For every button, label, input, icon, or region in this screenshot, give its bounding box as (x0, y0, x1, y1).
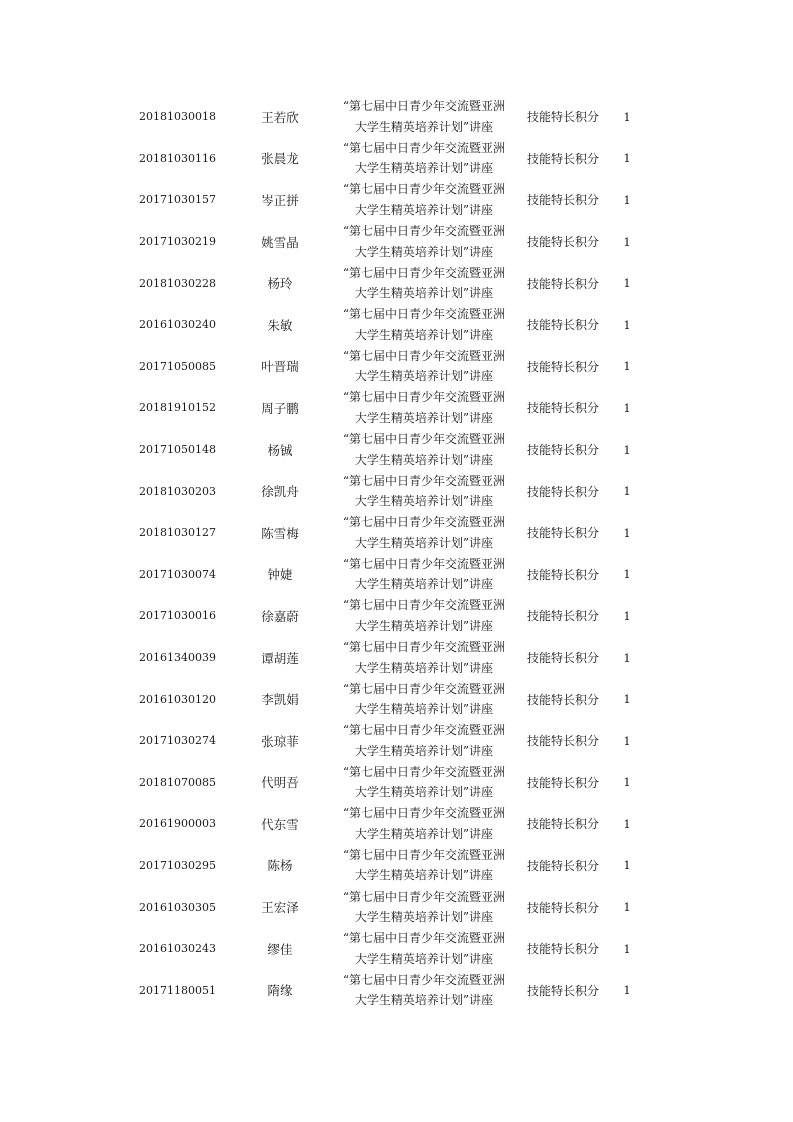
event-line-1: “第七届中日青少年交流暨亚洲 (342, 307, 506, 322)
event-cell (330, 928, 518, 970)
credit-type-cell: 技能特长积分 (526, 526, 599, 541)
credit-type-cell: 技能特长积分 (526, 151, 599, 166)
event-line-2: 大学生精英培养计划”讲座 (354, 826, 494, 841)
credit-type-cell: 技能特长积分 (526, 942, 599, 957)
table-row (0, 304, 793, 346)
student-id-cell: 20171180051 (139, 983, 216, 997)
table-row (0, 969, 793, 1011)
student-name-cell: 陈杨 (267, 858, 293, 874)
event-cell (330, 595, 518, 637)
event-line-2: 大学生精英培养计划”讲座 (354, 494, 494, 509)
student-id-cell: 20161900003 (139, 817, 216, 831)
event-line-2: 大学生精英培养计划”讲座 (354, 951, 494, 966)
student-id-cell: 20171030274 (139, 734, 216, 748)
event-line-1: “第七届中日青少年交流暨亚洲 (342, 556, 506, 571)
credit-type-cell: 技能特长积分 (526, 401, 599, 416)
event-line-1: “第七届中日青少年交流暨亚洲 (342, 140, 506, 155)
event-line-2: 大学生精英培养计划”讲座 (354, 410, 494, 425)
student-name-cell: 王若欣 (261, 109, 299, 125)
event-line-2: 大学生精英培养计划”讲座 (354, 743, 494, 758)
event-line-2: 大学生精英培养计划”讲座 (354, 785, 494, 800)
student-id-cell: 20171050085 (139, 359, 216, 373)
score-cell: 1 (623, 816, 631, 831)
event-line-1: “第七届中日青少年交流暨亚洲 (342, 723, 506, 738)
score-cell: 1 (623, 733, 631, 748)
score-cell: 1 (623, 484, 631, 499)
event-line-1: “第七届中日青少年交流暨亚洲 (342, 515, 506, 530)
event-cell (330, 637, 518, 679)
credit-type-cell: 技能特长积分 (526, 983, 599, 998)
event-line-1: “第七届中日青少年交流暨亚洲 (342, 99, 506, 114)
student-id-cell: 20161030120 (139, 692, 216, 706)
event-cell (330, 387, 518, 429)
event-line-1: “第七届中日青少年交流暨亚洲 (342, 681, 506, 696)
score-cell: 1 (623, 983, 631, 998)
table-row (0, 346, 793, 388)
student-name-cell: 杨玲 (267, 276, 293, 292)
score-cell: 1 (623, 400, 631, 415)
score-cell: 1 (623, 900, 631, 915)
credit-type-cell: 技能特长积分 (526, 900, 599, 915)
score-cell: 1 (623, 109, 631, 124)
table-row (0, 678, 793, 720)
event-line-1: “第七届中日青少年交流暨亚洲 (342, 348, 506, 363)
table-row (0, 96, 793, 138)
table-row (0, 637, 793, 679)
event-line-1: “第七届中日青少年交流暨亚洲 (342, 931, 506, 946)
table-row (0, 803, 793, 845)
event-line-2: 大学生精英培养计划”讲座 (354, 910, 494, 925)
student-name-cell: 朱敏 (267, 317, 293, 333)
student-name-cell: 陈雪梅 (261, 525, 299, 541)
event-line-2: 大学生精英培养计划”讲座 (354, 202, 494, 217)
student-name-cell: 缪佳 (267, 941, 293, 957)
student-id-cell: 20171030016 (139, 609, 216, 623)
student-name-cell: 隋缘 (267, 983, 293, 999)
credit-type-cell: 技能特长积分 (526, 318, 599, 333)
credit-type-cell: 技能特长积分 (526, 609, 599, 624)
table-row (0, 221, 793, 263)
event-line-1: “第七届中日青少年交流暨亚洲 (342, 847, 506, 862)
table-body (0, 96, 793, 1011)
credit-type-cell: 技能特长积分 (526, 235, 599, 250)
event-cell (330, 470, 518, 512)
credit-type-cell: 技能特长积分 (526, 692, 599, 707)
credit-type-cell: 技能特长积分 (526, 359, 599, 374)
score-cell: 1 (623, 359, 631, 374)
table-row (0, 886, 793, 928)
score-cell: 1 (623, 941, 631, 956)
event-cell (330, 845, 518, 887)
student-name-cell: 徐嘉蔚 (261, 608, 299, 624)
student-name-cell: 杨铖 (267, 442, 293, 458)
student-id-cell: 20181030127 (139, 526, 216, 540)
student-id-cell: 20171050148 (139, 443, 216, 457)
event-line-2: 大学生精英培养计划”讲座 (354, 161, 494, 176)
student-id-cell: 20171030074 (139, 567, 216, 581)
student-name-cell: 叶晋瑞 (261, 359, 299, 375)
credit-type-cell: 技能特长积分 (526, 817, 599, 832)
student-id-cell: 20171030157 (139, 193, 216, 207)
student-name-cell: 张琼菲 (261, 733, 299, 749)
event-cell (330, 720, 518, 762)
student-name-cell: 王宏泽 (261, 900, 299, 916)
event-line-1: “第七届中日青少年交流暨亚洲 (342, 473, 506, 488)
event-line-1: “第七届中日青少年交流暨亚洲 (342, 265, 506, 280)
table-row (0, 845, 793, 887)
student-id-cell: 20181030228 (139, 276, 216, 290)
student-name-cell: 徐凯舟 (261, 484, 299, 500)
score-cell: 1 (623, 317, 631, 332)
event-line-1: “第七届中日青少年交流暨亚洲 (342, 598, 506, 613)
event-line-2: 大学生精英培养计划”讲座 (354, 993, 494, 1008)
student-id-cell: 20161030305 (139, 900, 216, 914)
credit-type-cell: 技能特长积分 (526, 484, 599, 499)
score-cell: 1 (623, 692, 631, 707)
table-row (0, 262, 793, 304)
event-line-1: “第七届中日青少年交流暨亚洲 (342, 640, 506, 655)
student-id-cell: 20181030203 (139, 484, 216, 498)
score-cell: 1 (623, 234, 631, 249)
event-cell (330, 512, 518, 554)
student-id-cell: 20181070085 (139, 775, 216, 789)
event-cell (330, 346, 518, 388)
student-id-cell: 20181910152 (139, 401, 216, 415)
credit-table (0, 96, 793, 1011)
credit-type-cell: 技能特长积分 (526, 858, 599, 873)
student-name-cell: 钟婕 (267, 567, 293, 583)
event-cell (330, 221, 518, 263)
student-id-cell: 20181030116 (139, 151, 216, 165)
credit-type-cell: 技能特长积分 (526, 193, 599, 208)
score-cell: 1 (623, 650, 631, 665)
event-cell (330, 429, 518, 471)
credit-type-cell: 技能特长积分 (526, 734, 599, 749)
score-cell: 1 (623, 151, 631, 166)
table-row (0, 762, 793, 804)
student-name-cell: 代东雪 (261, 816, 299, 832)
credit-type-cell: 技能特长积分 (526, 651, 599, 666)
table-row (0, 138, 793, 180)
table-row (0, 470, 793, 512)
table-row (0, 554, 793, 596)
student-name-cell: 谭胡莲 (261, 650, 299, 666)
event-cell (330, 803, 518, 845)
student-name-cell: 姚雪晶 (261, 234, 299, 250)
event-cell (330, 554, 518, 596)
event-cell (330, 138, 518, 180)
event-cell (330, 886, 518, 928)
event-line-1: “第七届中日青少年交流暨亚洲 (342, 889, 506, 904)
credit-type-cell: 技能特长积分 (526, 775, 599, 790)
event-cell (330, 969, 518, 1011)
event-line-1: “第七届中日青少年交流暨亚洲 (342, 224, 506, 239)
student-id-cell: 20161030240 (139, 318, 216, 332)
event-line-2: 大学生精英培养计划”讲座 (354, 618, 494, 633)
event-line-2: 大学生精英培养计划”讲座 (354, 286, 494, 301)
score-cell: 1 (623, 775, 631, 790)
student-id-cell: 20161030243 (139, 942, 216, 956)
event-line-1: “第七届中日青少年交流暨亚洲 (342, 972, 506, 987)
credit-type-cell: 技能特长积分 (526, 567, 599, 582)
student-id-cell: 20171030219 (139, 235, 216, 249)
student-name-cell: 周子鹏 (261, 400, 299, 416)
score-cell: 1 (623, 442, 631, 457)
table-row (0, 429, 793, 471)
event-line-1: “第七届中日青少年交流暨亚洲 (342, 390, 506, 405)
student-id-cell: 20171030295 (139, 858, 216, 872)
event-cell (330, 678, 518, 720)
student-name-cell: 张晨龙 (261, 151, 299, 167)
student-id-cell: 20181030018 (139, 110, 216, 124)
score-cell: 1 (623, 276, 631, 291)
event-line-2: 大学生精英培养计划”讲座 (354, 868, 494, 883)
event-line-2: 大学生精英培养计划”讲座 (354, 577, 494, 592)
event-line-1: “第七届中日青少年交流暨亚洲 (342, 764, 506, 779)
score-cell: 1 (623, 567, 631, 582)
event-line-2: 大学生精英培养计划”讲座 (354, 327, 494, 342)
event-line-2: 大学生精英培养计划”讲座 (354, 369, 494, 384)
student-name-cell: 李凯娟 (261, 692, 299, 708)
event-line-2: 大学生精英培养计划”讲座 (354, 660, 494, 675)
event-cell (330, 762, 518, 804)
table-row (0, 387, 793, 429)
student-name-cell: 代明吾 (261, 775, 299, 791)
event-line-1: “第七届中日青少年交流暨亚洲 (342, 432, 506, 447)
credit-type-cell: 技能特长积分 (526, 276, 599, 291)
table-row (0, 179, 793, 221)
credit-type-cell: 技能特长积分 (526, 443, 599, 458)
score-cell: 1 (623, 608, 631, 623)
event-cell (330, 179, 518, 221)
score-cell: 1 (623, 525, 631, 540)
event-line-2: 大学生精英培养计划”讲座 (354, 452, 494, 467)
table-row (0, 720, 793, 762)
score-cell: 1 (623, 192, 631, 207)
credit-type-cell: 技能特长积分 (526, 110, 599, 125)
event-line-2: 大学生精英培养计划”讲座 (354, 119, 494, 134)
event-line-2: 大学生精英培养计划”讲座 (354, 535, 494, 550)
event-line-1: “第七届中日青少年交流暨亚洲 (342, 182, 506, 197)
student-id-cell: 20161340039 (139, 651, 216, 665)
table-row (0, 928, 793, 970)
event-line-1: “第七届中日青少年交流暨亚洲 (342, 806, 506, 821)
event-line-2: 大学生精英培养计划”讲座 (354, 702, 494, 717)
table-row (0, 595, 793, 637)
event-line-2: 大学生精英培养计划”讲座 (354, 244, 494, 259)
table-row (0, 512, 793, 554)
score-cell: 1 (623, 858, 631, 873)
student-name-cell: 岑正拼 (261, 192, 299, 208)
event-cell (330, 304, 518, 346)
event-cell (330, 262, 518, 304)
event-cell (330, 96, 518, 138)
